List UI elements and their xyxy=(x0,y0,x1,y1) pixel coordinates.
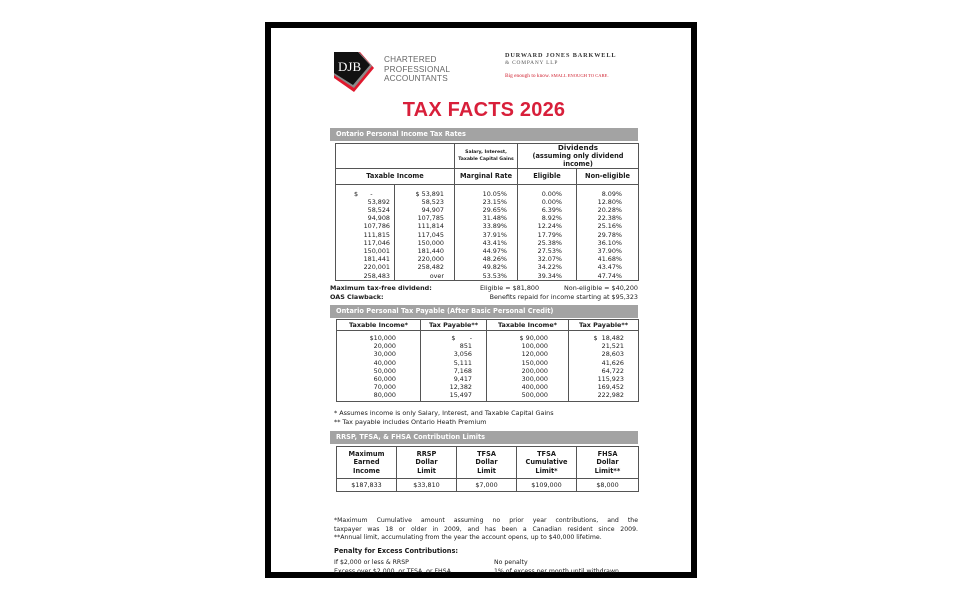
table-row: 60,000 9,417 300,000 115,923 xyxy=(337,375,639,383)
table-row: 94,908 107,785 31.48% 8.92% 22.38% xyxy=(336,214,639,222)
rates-header-row-2 xyxy=(336,169,639,185)
contribution-limits-table xyxy=(336,446,639,492)
table-row: 70,000 12,382 400,000 169,452 xyxy=(337,383,639,391)
footnote-2: taxpayer was 18 or older in 2009, and has been a Canadian resident since 2009. xyxy=(334,525,638,533)
table-row: $ - $ 53,891 10.05% 0.00% 8.09% xyxy=(336,190,639,198)
col-max-earned-income: Maximum Earned Income xyxy=(337,447,397,479)
table-row xyxy=(337,479,639,492)
note-assumes-income: * Assumes income is only Salary, Interest, and Taxable Capital Gains xyxy=(334,409,554,417)
table-row: 40,000 5,111 150,000 41,626 xyxy=(337,359,639,367)
tax-facts-sheet xyxy=(265,22,697,578)
table-row: 220,001 258,482 49.82% 34.22% 43.47% xyxy=(336,263,639,271)
oas-label: OAS Clawback: xyxy=(330,293,384,301)
footnote-3: **Annual limit, accumulating from the year the account opens, up to $40,000 lifetime. xyxy=(334,534,602,542)
col-tax-payable-2: Tax Payable** xyxy=(569,320,639,331)
penalty-result: No penalty xyxy=(494,559,528,566)
rates-header-dividends xyxy=(518,144,639,169)
rates-header-salary xyxy=(455,144,518,169)
header-dividends-sub: (assuming only dividend income) xyxy=(532,152,624,168)
page-title: TAX FACTS 2026 xyxy=(402,99,566,121)
firm-block xyxy=(505,52,645,79)
table-row: 150,001 181,440 44.97% 27.53% 37.90% xyxy=(336,247,639,255)
value-max-earned-income: $187,833 xyxy=(337,479,397,492)
max-dividend-label: Maximum tax-free dividend: xyxy=(330,284,432,292)
logo-line-2: PROFESSIONAL xyxy=(384,64,451,74)
table-row: 58,524 94,907 29.65% 6.39% 20.28% xyxy=(336,206,639,214)
table-row: 80,000 15,497 500,000 222,982 xyxy=(337,391,639,401)
logo-line-1: CHARTERED xyxy=(384,55,437,64)
svg-text:DJB: DJB xyxy=(338,59,362,74)
max-dividend-eligible: Eligible = $81,800 xyxy=(480,284,540,292)
section-bar-payable: Ontario Personal Tax Payable (After Basic Personal Credit) xyxy=(330,305,638,318)
col-tfsa-cumulative: TFSA Cumulative Limit* xyxy=(517,447,577,479)
tagline-part-a: Big enough to know. xyxy=(505,73,550,79)
table-row: 181,441 220,000 48.26% 32.07% 41.68% xyxy=(336,255,639,263)
col-taxable-income-1: Taxable Income* xyxy=(337,320,421,331)
col-taxable-income-2: Taxable Income* xyxy=(487,320,569,331)
section-bar-contrib: RRSP, TFSA, & FHSA Contribution Limits xyxy=(330,431,638,444)
rates-table xyxy=(335,143,639,281)
djb-diamond-logo-icon xyxy=(334,52,374,92)
table-row: 50,000 7,168 200,000 64,722 xyxy=(337,367,639,375)
table-row: $10,000 $ - $ 90,000 $ 18,482 xyxy=(337,331,639,343)
table-row: 258,483 over 53.53% 39.34% 47.74% xyxy=(336,272,639,281)
col-tfsa-limit: TFSA Dollar Limit xyxy=(457,447,517,479)
col-non-eligible: Non-eligible xyxy=(577,169,639,185)
note-health-premium: ** Tax payable includes Ontario Heath Premium xyxy=(334,418,487,426)
penalty-condition: Excess over $2,000, or TFSA, or FHSA xyxy=(334,568,451,575)
header-salary-line-1: Salary, Interest, xyxy=(465,150,507,155)
contrib-header-row xyxy=(337,447,639,479)
max-dividend-non-eligible: Non-eligible = $40,200 xyxy=(564,284,638,292)
logo-line-3: ACCOUNTANTS xyxy=(384,74,448,84)
tax-payable-table xyxy=(336,319,639,402)
section-bar-rates: Ontario Personal Income Tax Rates xyxy=(330,128,638,141)
col-tax-payable-1: Tax Payable** xyxy=(421,320,487,331)
table-row: 111,815 117,045 37.91% 17.79% 29.78% xyxy=(336,231,639,239)
table-row: 30,000 3,056 120,000 28,603 xyxy=(337,350,639,358)
rates-header-row-1 xyxy=(336,144,639,169)
logo-text xyxy=(384,55,450,84)
oas-value: Benefits repaid for income starting at $95,323 xyxy=(489,293,638,301)
value-tfsa-limit: $7,000 xyxy=(457,479,517,492)
contrib-footnotes xyxy=(334,517,638,543)
tagline-part-b: SMALL ENOUGH TO CARE. xyxy=(549,73,609,78)
djb-logo xyxy=(330,48,480,100)
table-row: 53,892 58,523 23.15% 0.00% 12.80% xyxy=(336,198,639,206)
table-row: 107,786 111,814 33.89% 12.24% 25.16% xyxy=(336,222,639,230)
col-rrsp-limit: RRSP Dollar Limit xyxy=(397,447,457,479)
header-salary-line-2: Taxable Capital Gains xyxy=(458,157,514,162)
firm-sub: & COMPANY LLP xyxy=(505,60,559,66)
penalty-title: Penalty for Excess Contributions: xyxy=(334,547,459,555)
penalty-condition: If $2,000 or less & RRSP xyxy=(334,559,409,566)
value-tfsa-cumulative: $109,000 xyxy=(517,479,577,492)
rates-header-blank xyxy=(336,144,455,169)
firm-tagline xyxy=(505,73,645,79)
footnote-1: *Maximum Cumulative amount assuming no prior year contributions, and the xyxy=(334,517,638,524)
header-dividends: Dividends xyxy=(557,143,599,152)
col-taxable-income: Taxable Income xyxy=(336,169,455,185)
value-fhsa-limit: $8,000 xyxy=(577,479,639,492)
col-fhsa-limit: FHSA Dollar Limit** xyxy=(577,447,639,479)
penalty-result: 1% of excess per month until withdrawn xyxy=(494,568,619,575)
value-rrsp-limit: $33,810 xyxy=(397,479,457,492)
payable-header-row xyxy=(337,320,639,331)
col-marginal-rate: Marginal Rate xyxy=(455,169,518,185)
table-row: 117,046 150,000 43.41% 25.38% 36.10% xyxy=(336,239,639,247)
firm-name: DURWARD JONES BARKWELL xyxy=(505,52,617,59)
col-eligible: Eligible xyxy=(518,169,577,185)
table-row: 20,000 851 100,000 21,521 xyxy=(337,342,639,350)
